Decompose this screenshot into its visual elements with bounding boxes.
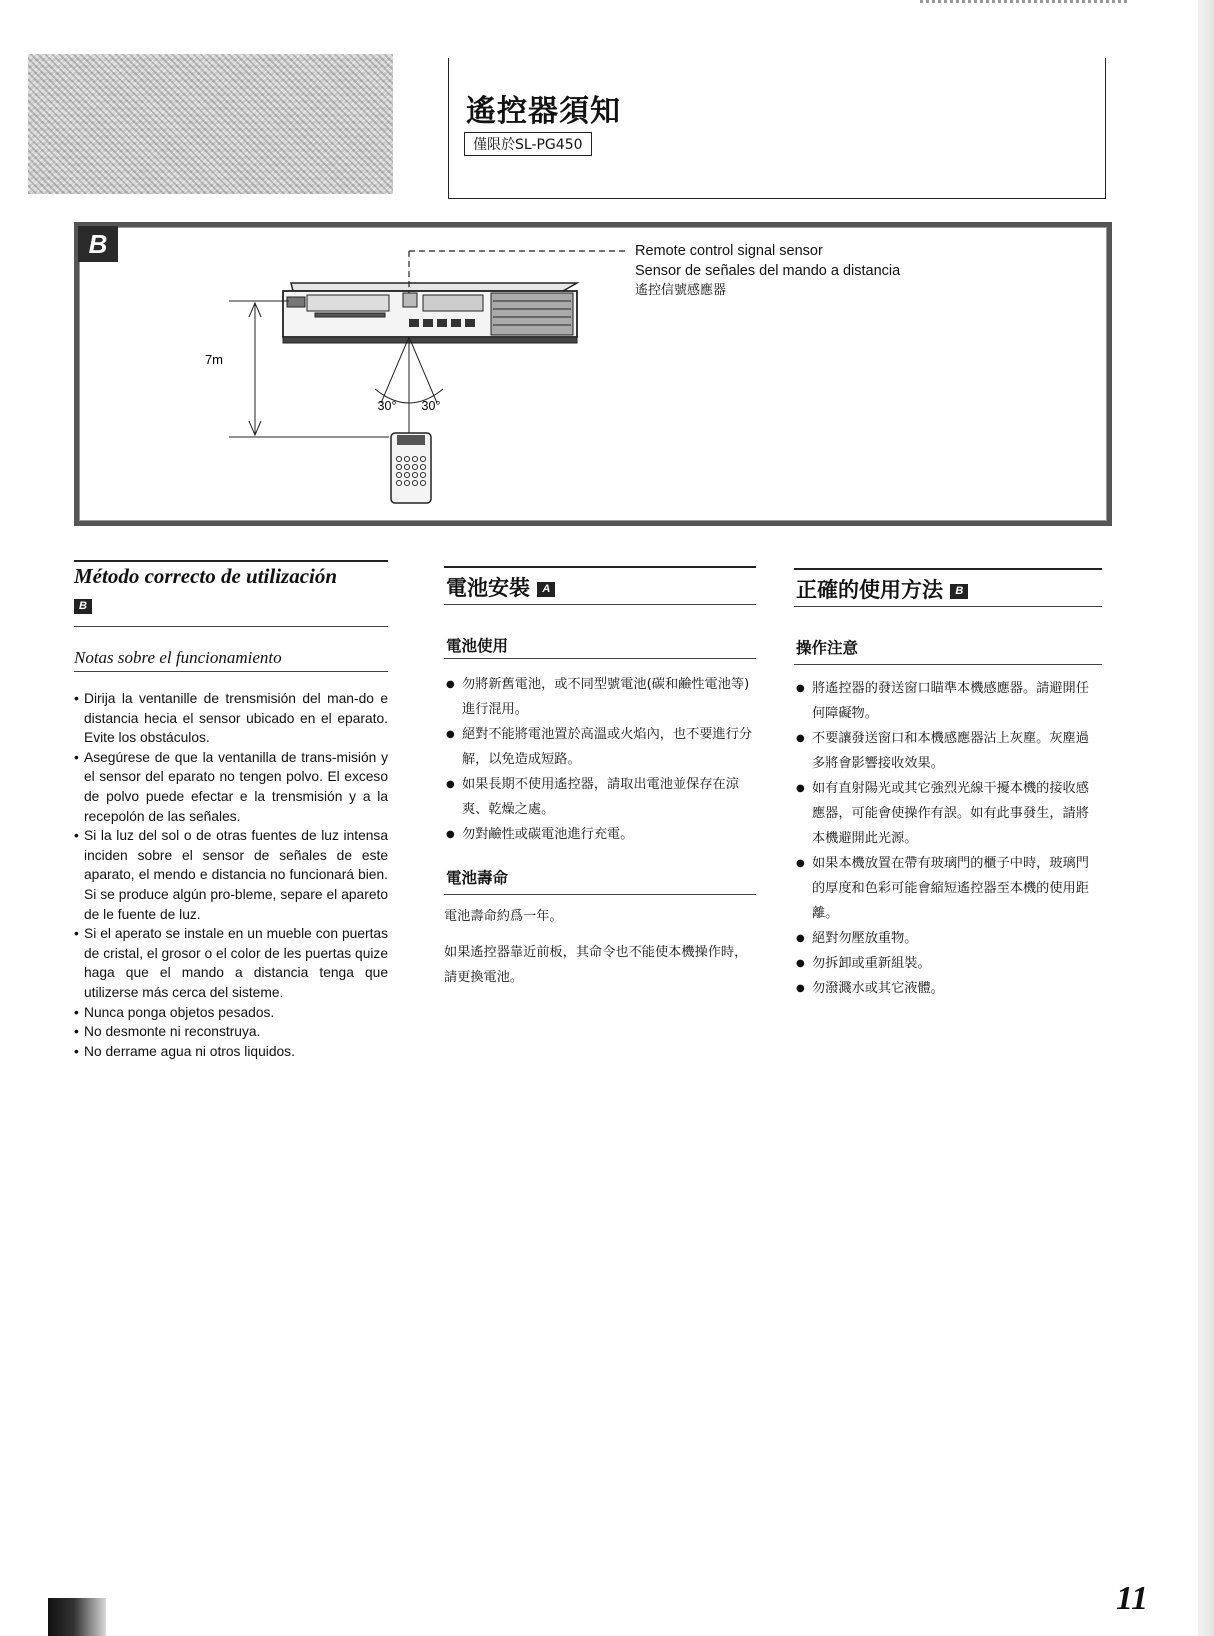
- remote-control-illustration: [391, 433, 431, 503]
- es-note-item: • Si la luz del sol o de otras fuentes de luz intensa inciden sobre el sensor de señales de este aparato, el mendo e distancia no funcionará bien. Si se produce algún pro-bleme, separe el apareto de le fuente de luz.: [74, 826, 388, 924]
- battery-usage-item: ● 勿對鹼性或碳電池進行充電。: [444, 822, 756, 847]
- battery-usage-item: ● 勿將新舊電池，或不同型號電池(碳和鹼性電池等)進行混用。: [444, 672, 756, 722]
- es-subheading: Notas sobre el funcionamiento: [74, 648, 282, 667]
- diagram-illustration: [79, 227, 1107, 521]
- es-note-item: • No derrame agua ni otros liquidos.: [74, 1042, 388, 1062]
- correct-use-notes-title: 操作注意: [796, 639, 859, 657]
- correct-use-item: ● 不要讓發送窗口和本機感應器沾上灰塵。灰塵過多將會影響接收效果。: [794, 726, 1102, 776]
- correct-use-list: [794, 676, 1102, 1001]
- cd-player-illustration: [283, 283, 577, 343]
- battery-section-title: [446, 572, 555, 602]
- es-note-item: • Nunca ponga objetos pesados.: [74, 1003, 388, 1023]
- halftone-texture-block: [28, 54, 393, 194]
- es-note-item: • Dirija la ventanille de trensmisión del man-do e distancia hecia el sensor ubicado en el eparato. Evite los obstáculos.: [74, 689, 388, 748]
- correct-use-mid-rule: [794, 606, 1102, 607]
- es-note-item: • No desmonte ni reconstruya.: [74, 1022, 388, 1042]
- es-mid-rule: [74, 626, 388, 627]
- corner-print-mark: [48, 1598, 106, 1636]
- battery-usage-item: ● 如果長期不使用遙控器，請取出電池並保存在涼爽、乾燥之處。: [444, 772, 756, 822]
- correct-use-heading: 正確的使用方法: [796, 578, 943, 602]
- correct-use-section-title: [796, 574, 968, 604]
- es-section-badge: B: [74, 599, 92, 614]
- battery-usage-title: 電池使用: [446, 637, 509, 655]
- es-notes-list: [74, 689, 388, 1061]
- correct-use-item: ● 將遙控器的發送窗口瞄準本機感應器。請避開任何障礙物。: [794, 676, 1102, 726]
- battery-life-text-1: 電池壽命約爲一年。: [444, 909, 563, 924]
- correct-use-item: ● 如果本機放置在帶有玻璃門的櫃子中時，玻璃門的厚度和色彩可能會縮短遙控器至本機的使用距離。: [794, 851, 1102, 926]
- sensor-label-en: Remote control signal sensor: [635, 243, 823, 259]
- remote-range-diagram: [74, 222, 1112, 526]
- angle-right-label: 30°: [421, 399, 441, 413]
- battery-mid-rule: [444, 604, 756, 605]
- correct-use-item: ● 勿潑濺水或其它液體。: [794, 976, 1102, 1001]
- battery-life-text-2: 如果遙控器靠近前板，其命令也不能使本機操作時，請更換電池。: [444, 945, 748, 985]
- es-top-rule: [74, 560, 388, 562]
- correct-use-item: ● 絕對勿壓放重物。: [794, 926, 1102, 951]
- correct-use-item: ● 勿拆卸或重新組裝。: [794, 951, 1102, 976]
- battery-top-rule: [444, 566, 756, 568]
- es-note-item: • Asegúrese de que la ventanilla de trans-misión y el sensor del eparato no tengen polvo. El exceso de polvo puede efectar e la trensmisión y a la recepolón de las señales.: [74, 748, 388, 826]
- battery-section-badge: A: [537, 582, 555, 597]
- battery-usage-list: [444, 672, 756, 847]
- correct-use-item: ● 如有直射陽光或其它強烈光線干擾本機的接收感應器，可能會使操作有誤。如有此事發生，請將本機避開此光源。: [794, 776, 1102, 851]
- sensor-label-zh: 遙控信號感應器: [635, 283, 727, 298]
- battery-life-title: 電池壽命: [446, 869, 509, 887]
- battery-life-rule: [444, 894, 756, 895]
- es-section-heading: Método correcto de utilización: [74, 564, 338, 588]
- distance-label: 7m: [204, 352, 223, 367]
- es-sub-rule: [74, 671, 388, 672]
- correct-use-top-rule: [794, 568, 1102, 570]
- top-edge-dots: [920, 0, 1130, 3]
- battery-section-heading: 電池安裝: [446, 576, 530, 600]
- page-title: 遙控器須知: [466, 94, 621, 129]
- page-number: 11: [1116, 1580, 1149, 1617]
- sensor-label-es: Sensor de señales del mando a distancia: [635, 263, 901, 279]
- correct-use-badge: B: [950, 584, 968, 599]
- battery-usage-rule: [444, 658, 756, 659]
- page-right-edge: [1198, 0, 1214, 1636]
- angle-left-label: 30°: [377, 399, 397, 413]
- battery-usage-item: ● 絕對不能將電池置於高溫或火焰內，也不要進行分解，以免造成短路。: [444, 722, 756, 772]
- diagram-badge: B: [78, 226, 118, 262]
- es-note-item: • Si el aperato se instale en un mueble con puertas de cristal, el grosor o el color de les puertas quize haga que el mando a distancia tenga que utilizerse más cerca del sisteme.: [74, 924, 388, 1002]
- model-note: 僅限於SL-PG450: [464, 132, 592, 156]
- correct-use-notes-rule: [794, 664, 1102, 665]
